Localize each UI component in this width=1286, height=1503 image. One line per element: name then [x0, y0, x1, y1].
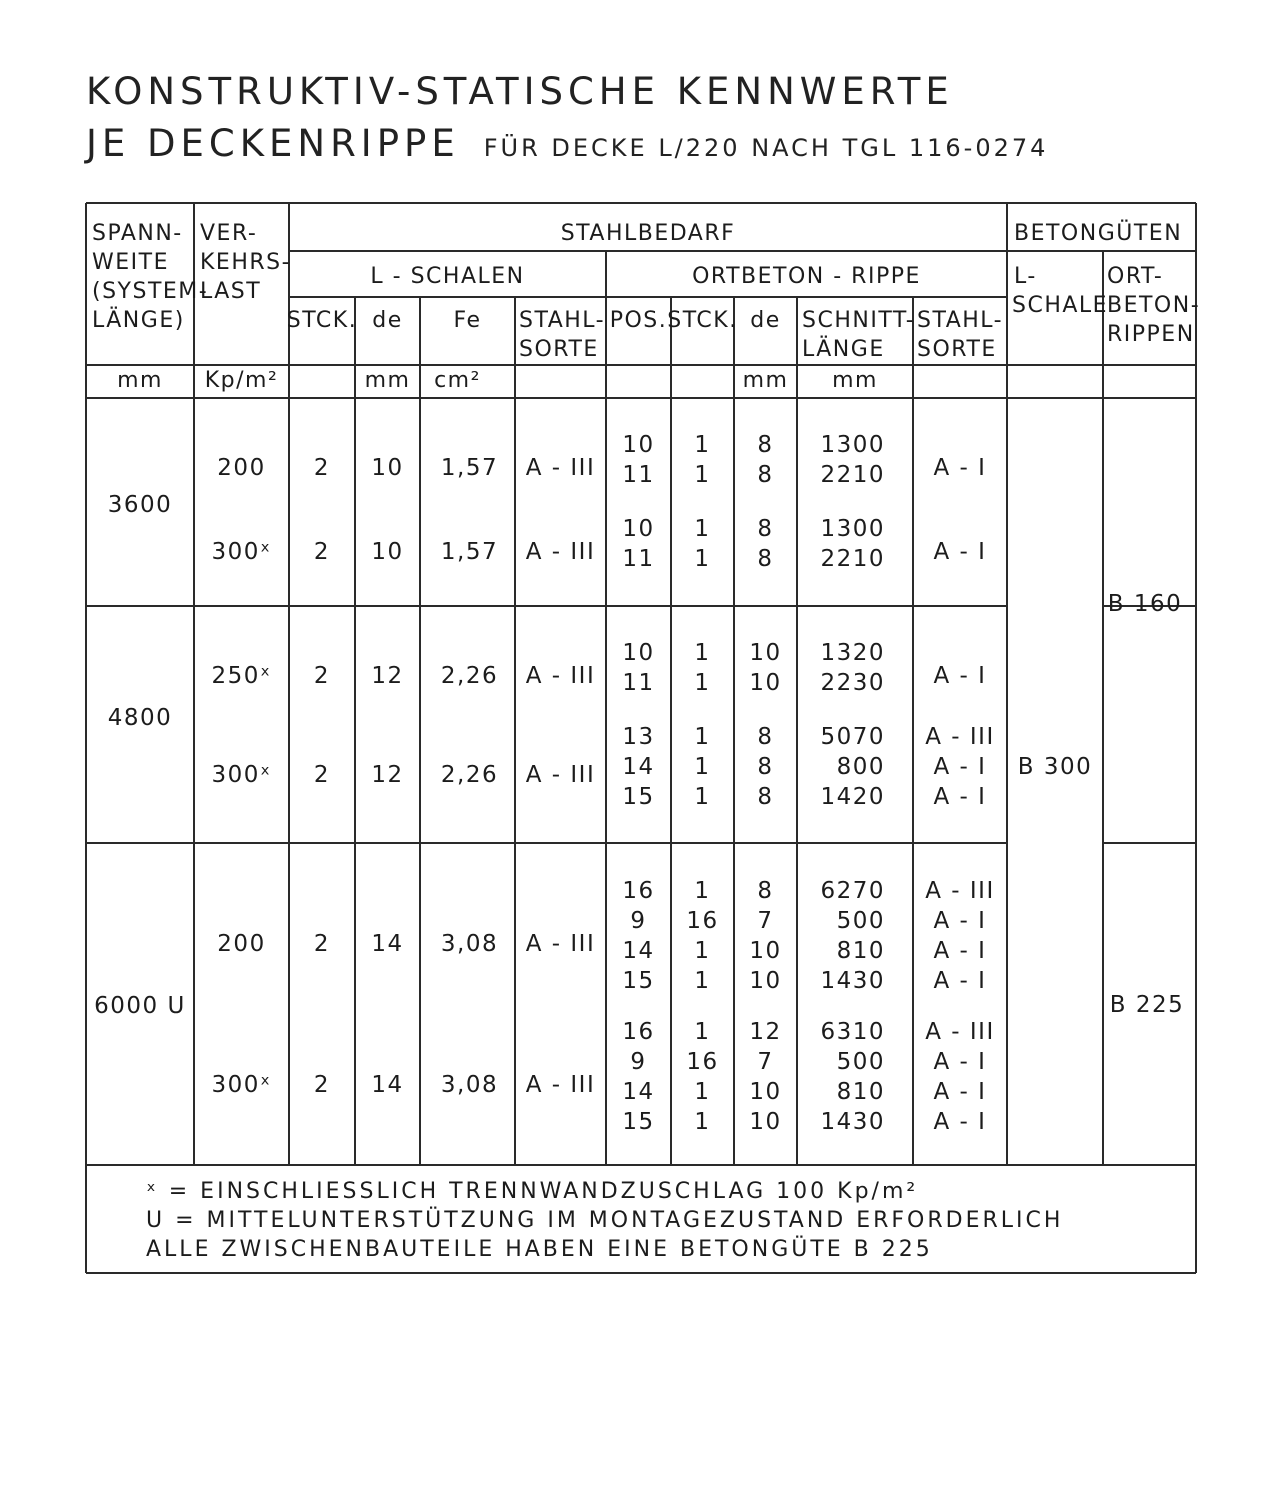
ortbeton-schnittlaenge: 5070 — [820, 724, 885, 750]
ortbeton-stck: 1 — [694, 1019, 711, 1045]
verkehrslast-value: 250ˣ — [211, 663, 272, 689]
ortbeton-pos: 9 — [630, 908, 647, 934]
l-schale-stahlsorte: A - III — [525, 455, 596, 481]
header-schnittlaenge: LÄNGE — [802, 337, 885, 362]
ortbeton-schnittlaenge: 1430 — [820, 968, 885, 994]
ortbeton-stahlsorte: A - I — [933, 539, 987, 565]
ortbeton-schnittlaenge: 6270 — [820, 878, 885, 904]
header-spannweite: SPANN- — [92, 221, 183, 246]
page-title: KONSTRUKTIV-STATISCHE KENNWERTE — [86, 70, 954, 113]
l-schale-stahlsorte: A - III — [525, 1072, 596, 1098]
ortbeton-pos: 15 — [622, 784, 655, 810]
ortbeton-pos: 16 — [622, 878, 655, 904]
ortbeton-de: 10 — [749, 1079, 782, 1105]
header-ortbeton-rippen: ORT- — [1107, 264, 1164, 289]
ortbeton-de: 8 — [757, 784, 774, 810]
header-stahlbedarf: STAHLBEDARF — [560, 221, 736, 246]
ortbeton-de: 8 — [757, 516, 774, 542]
l-schale-stahlsorte: A - III — [525, 931, 596, 957]
unit-fe: cm² — [434, 368, 481, 393]
spannweite-value: 6000 U — [94, 993, 186, 1019]
l-schale-de: 10 — [371, 539, 404, 565]
ortbeton-de: 10 — [749, 1109, 782, 1135]
l-schale-de: 14 — [371, 931, 404, 957]
header-verkehrslast: KEHRS- — [200, 250, 292, 275]
l-schale-fe: 1,57 — [440, 455, 499, 481]
l-schale-fe: 1,57 — [440, 539, 499, 565]
ortbeton-schnittlaenge: 810 — [836, 1079, 885, 1105]
ortbeton-schnittlaenge: 2210 — [820, 462, 885, 488]
ortbeton-de: 10 — [749, 670, 782, 696]
ortbeton-pos: 14 — [622, 1079, 655, 1105]
ortbeton-stahlsorte: A - I — [933, 938, 987, 964]
unit-de: mm — [364, 368, 411, 393]
l-schale-fe: 3,08 — [440, 1072, 499, 1098]
ortbeton-pos: 14 — [622, 754, 655, 780]
l-schale-stck: 2 — [313, 931, 331, 957]
ortbeton-stck: 1 — [694, 670, 711, 696]
beton-ortbeton: B 160 — [1107, 591, 1183, 617]
header-stahlsorte: STAHL- — [917, 308, 1004, 333]
beton-l-schale: B 300 — [1017, 754, 1093, 780]
unit-schnittlaenge: mm — [832, 368, 878, 393]
header-verkehrslast: LAST — [200, 279, 262, 304]
ortbeton-stck: 1 — [694, 878, 711, 904]
header-schnittlaenge: SCHNITT- — [802, 308, 916, 333]
header-stahlsorte: SORTE — [519, 337, 599, 362]
header-stck: STCK. — [286, 308, 358, 333]
l-schale-stahlsorte: A - III — [525, 663, 596, 689]
ortbeton-stahlsorte: A - I — [933, 1109, 987, 1135]
ortbeton-pos: 14 — [622, 938, 655, 964]
header-ortbeton-rippen: RIPPEN — [1107, 322, 1195, 347]
ortbeton-pos: 11 — [622, 546, 655, 572]
header-pos: POS. — [609, 308, 668, 333]
ortbeton-stck: 1 — [694, 640, 711, 666]
l-schale-fe: 2,26 — [440, 663, 499, 689]
header-spannweite: WEITE — [92, 250, 169, 275]
ortbeton-pos: 15 — [622, 968, 655, 994]
ortbeton-stahlsorte: A - I — [933, 1049, 987, 1075]
header-stahlsorte: SORTE — [917, 337, 997, 362]
ortbeton-schnittlaenge: 800 — [836, 754, 885, 780]
ortbeton-stck: 1 — [694, 1079, 711, 1105]
ortbeton-schnittlaenge: 1300 — [820, 516, 885, 542]
header-spannweite: (SYSTEM- — [92, 279, 209, 304]
ortbeton-de: 8 — [757, 878, 774, 904]
ortbeton-schnittlaenge: 2210 — [820, 546, 885, 572]
header-l-schale: L- — [1014, 264, 1037, 289]
header-stahlsorte: STAHL- — [519, 308, 606, 333]
header-ortbeton-rippe: ORTBETON - RIPPE — [692, 264, 921, 289]
l-schale-fe: 3,08 — [440, 931, 499, 957]
ortbeton-de: 10 — [749, 968, 782, 994]
unit-spannweite: mm — [117, 368, 163, 393]
header-spannweite: LÄNGE) — [92, 308, 185, 333]
beton-ortbeton: B 225 — [1109, 992, 1185, 1018]
footnote: ALLE ZWISCHENBAUTEILE HABEN EINE BETONGÜTE B 225 — [146, 1237, 933, 1262]
ortbeton-stck: 1 — [694, 754, 711, 780]
ortbeton-stck: 1 — [694, 938, 711, 964]
ortbeton-stahlsorte: A - I — [933, 663, 987, 689]
l-schale-stck: 2 — [313, 762, 331, 788]
l-schale-stahlsorte: A - III — [525, 539, 596, 565]
ortbeton-stck: 1 — [694, 432, 711, 458]
verkehrslast-value: 200 — [217, 455, 266, 481]
verkehrslast-value: 300ˣ — [211, 1072, 272, 1098]
ortbeton-stck: 1 — [694, 516, 711, 542]
ortbeton-pos: 13 — [622, 724, 655, 750]
footnote: ˣ = EINSCHLIESSLICH TRENNWANDZUSCHLAG 100 Kp/m² — [146, 1179, 919, 1204]
ortbeton-stahlsorte: A - I — [933, 908, 987, 934]
l-schale-stck: 2 — [313, 539, 331, 565]
ortbeton-schnittlaenge: 1420 — [820, 784, 885, 810]
ortbeton-schnittlaenge: 500 — [836, 908, 885, 934]
footnote: U = MITTELUNTERSTÜTZUNG IM MONTAGEZUSTAND ERFORDERLICH — [146, 1208, 1064, 1233]
ortbeton-de: 8 — [757, 724, 774, 750]
ortbeton-pos: 10 — [622, 640, 655, 666]
ortbeton-schnittlaenge: 1300 — [820, 432, 885, 458]
ortbeton-de: 12 — [749, 1019, 782, 1045]
spannweite-value: 4800 — [107, 705, 173, 731]
l-schale-de: 10 — [371, 455, 404, 481]
ortbeton-stck: 1 — [694, 546, 711, 572]
ortbeton-stck: 1 — [694, 724, 711, 750]
l-schale-stahlsorte: A - III — [525, 762, 596, 788]
ortbeton-de: 7 — [757, 908, 774, 934]
ortbeton-stck: 1 — [694, 462, 711, 488]
ortbeton-stahlsorte: A - III — [925, 724, 995, 750]
ortbeton-stck: 1 — [694, 1109, 711, 1135]
l-schale-stck: 2 — [313, 455, 331, 481]
ortbeton-schnittlaenge: 1320 — [820, 640, 885, 666]
header-verkehrslast: VER- — [200, 221, 258, 246]
ortbeton-stahlsorte: A - I — [933, 784, 987, 810]
ortbeton-de: 8 — [757, 462, 774, 488]
ortbeton-schnittlaenge: 1430 — [820, 1109, 885, 1135]
l-schale-stck: 2 — [313, 663, 331, 689]
header-betongueten: BETONGÜTEN — [1014, 221, 1183, 246]
ortbeton-stahlsorte: A - I — [933, 754, 987, 780]
ortbeton-stck: 16 — [686, 1049, 719, 1075]
header-stck: STCK. — [667, 308, 738, 333]
l-schale-de: 12 — [371, 663, 404, 689]
l-schale-stck: 2 — [313, 1072, 331, 1098]
ortbeton-pos: 16 — [622, 1019, 655, 1045]
ortbeton-de: 10 — [749, 938, 782, 964]
unit-last: Kp/m² — [204, 368, 279, 393]
header-de: de — [750, 308, 781, 333]
ortbeton-pos: 9 — [630, 1049, 647, 1075]
l-schale-de: 14 — [371, 1072, 404, 1098]
header-l-schale: SCHALE — [1012, 293, 1109, 318]
ortbeton-stahlsorte: A - I — [933, 968, 987, 994]
ortbeton-stahlsorte: A - III — [925, 878, 995, 904]
subtitle-spec: FÜR DECKE L/220 NACH TGL 116-0274 — [483, 134, 1049, 162]
ortbeton-schnittlaenge: 6310 — [820, 1019, 885, 1045]
ortbeton-stahlsorte: A - III — [925, 1019, 995, 1045]
header-fe: Fe — [453, 308, 482, 333]
verkehrslast-value: 300ˣ — [211, 762, 272, 788]
ortbeton-stck: 1 — [694, 784, 711, 810]
ortbeton-stck: 1 — [694, 968, 711, 994]
ortbeton-pos: 10 — [622, 516, 655, 542]
ortbeton-de: 8 — [757, 546, 774, 572]
header-de: de — [372, 308, 403, 333]
ortbeton-pos: 10 — [622, 432, 655, 458]
ortbeton-schnittlaenge: 500 — [836, 1049, 885, 1075]
ortbeton-pos: 15 — [622, 1109, 655, 1135]
ortbeton-schnittlaenge: 810 — [836, 938, 885, 964]
ortbeton-stck: 16 — [686, 908, 719, 934]
subtitle-main: JE DECKENRIPPE — [86, 122, 460, 165]
ortbeton-schnittlaenge: 2230 — [820, 670, 885, 696]
l-schale-fe: 2,26 — [440, 762, 499, 788]
header-l-schalen: L - SCHALEN — [370, 264, 525, 289]
ortbeton-de: 10 — [749, 640, 782, 666]
spannweite-value: 3600 — [107, 492, 173, 518]
ortbeton-pos: 11 — [622, 462, 655, 488]
ortbeton-de: 7 — [757, 1049, 774, 1075]
verkehrslast-value: 300ˣ — [211, 539, 272, 565]
ortbeton-de: 8 — [757, 754, 774, 780]
verkehrslast-value: 200 — [217, 931, 266, 957]
header-ortbeton-rippen: BETON- — [1107, 293, 1201, 318]
ortbeton-stahlsorte: A - I — [933, 455, 987, 481]
l-schale-de: 12 — [371, 762, 404, 788]
unit-de: mm — [742, 368, 789, 393]
ortbeton-stahlsorte: A - I — [933, 1079, 987, 1105]
ortbeton-pos: 11 — [622, 670, 655, 696]
ortbeton-de: 8 — [757, 432, 774, 458]
